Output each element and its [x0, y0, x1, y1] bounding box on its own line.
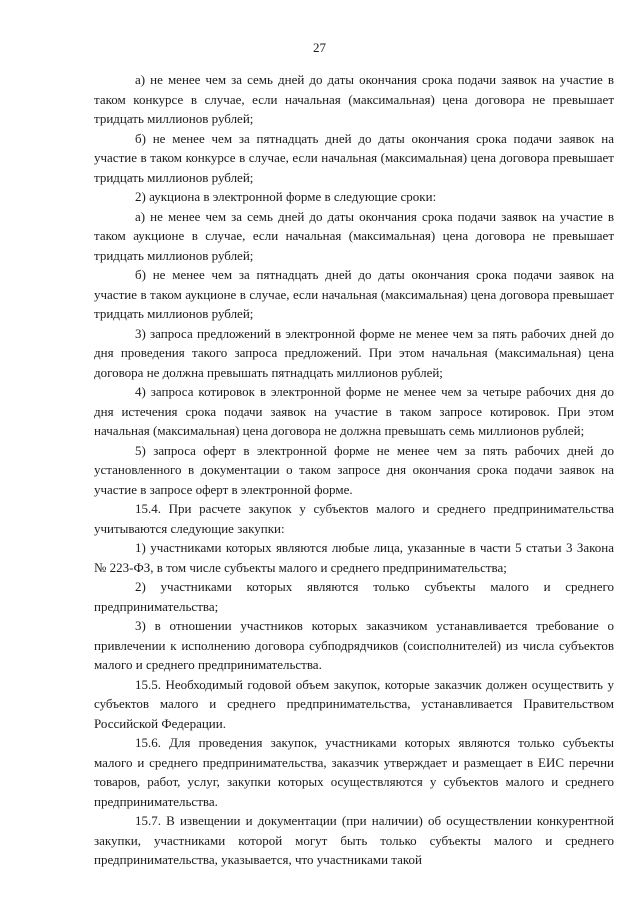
paragraph-a-contest-7-days: а) не менее чем за семь дней до даты окончания срока подачи заявок на участие в таком конкурсе в случае, если начальная (максимальная) цена договора не превышает тридцать миллионов рублей; [94, 72, 614, 126]
paragraph-15-4-item-1: 1) участниками которых являются любые лица, указанные в части 5 статьи 3 Закона № 223-ФЗ, в том числе субъекты малого и среднего предпринимательства; [94, 540, 614, 575]
paragraph-b-contest-15-days: б) не менее чем за пятнадцать дней до даты окончания срока подачи заявок на участие в таком конкурсе в случае, если начальная (максимальная) цена договора превышает тридцать миллионов рублей; [94, 130, 614, 185]
paragraph-3-request-proposals: 3) запроса предложений в электронной форме не менее чем за пять рабочих дней до дня проведения такого запроса предложений. При этом начальная (максимальная) цена договора не должна превышать пятнадцать миллионов рублей; [94, 325, 614, 380]
paragraph-4-request-quotations: 4) запроса котировок в электронной форме не менее чем за четыре рабочих дня до дня истечения срока подачи заявок на участие в таком запросе котировок. При этом начальная (максимальная) цена договора не должна превышать семь миллионов рублей; [94, 384, 614, 438]
page-number: 27 [313, 40, 326, 55]
paragraph-b-auction-15-days: б) не менее чем за пятнадцать дней до даты окончания срока подачи заявок на участие в таком аукционе в случае, если начальная (максимальная) цена договора превышает тридцать миллионов рублей; [94, 267, 614, 321]
paragraph-15-4-item-3: 3) в отношении участников которых заказчиком устанавливается требование о привлечении к исполнению договора субподрядчиков (соисполнителей) из числа субъектов малого и среднего предпринимательства. [94, 618, 614, 672]
paragraph-2-auction: 2) аукциона в электронной форме в следующие сроки: [135, 189, 437, 204]
paragraph-15-5: 15.5. Необходимый годовой объем закупок, которые заказчик должен осуществить у субъектов малого и среднего предпринимательства, устанавливается Правительством Российской Федерации. [94, 676, 614, 731]
document-body [94, 70, 614, 870]
paragraph-15-7: 15.7. В извещении и документации (при наличии) об осуществлении конкурентной закупки, участниками которой могут быть только субъекты малого и среднего предпринимательства, указывается, что участниками такой [94, 813, 614, 867]
paragraph-5-request-offers: 5) запроса оферт в электронной форме не менее чем за пять рабочих дней до установленного в документации о таком запросе дня окончания срока подачи заявок на участие в запросе оферт в электронной форме. [94, 442, 614, 497]
paragraph-15-6: 15.6. Для проведения закупок, участниками которых являются только субъекты малого и среднего предпринимательства, заказчик утверждает и размещает в ЕИС перечни товаров, работ, услуг, закупки которых осуществляются у субъектов малого и среднего предпринимательства. [94, 735, 614, 809]
paragraph-a-auction-7-days: а) не менее чем за семь дней до даты окончания срока подачи заявок на участие в таком аукционе в случае, если начальная (максимальная) цена договора не превышает тридцать миллионов рублей; [94, 208, 614, 263]
paragraph-15-4: 15.4. При расчете закупок у субъектов малого и среднего предпринимательства учитываются следующие закупки: [94, 501, 614, 536]
paragraph-15-4-item-2: 2) участниками которых являются только субъекты малого и среднего предпринимательства; [94, 579, 614, 614]
